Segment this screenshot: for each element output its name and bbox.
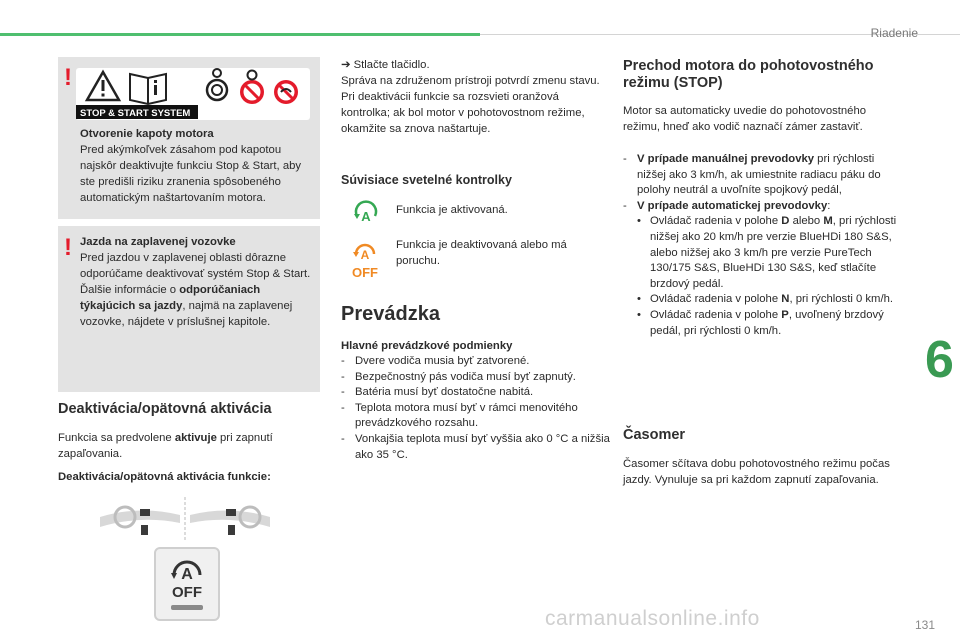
warning-flooded-more: Ďalšie informácie o odporúčaniach týkajúcich sa jazdy, najmä na zaplavenej vozovke, nájdete v príslušnej kapitole. (80, 284, 293, 328)
arrow-icon: ➔ (341, 59, 354, 71)
timer-text: Časomer sčítava dobu pohotovostného režimu počas jazdy. Vynuluje sa pri každom zapnutí zapaľovania. (623, 458, 890, 486)
list-item: - Batéria musí byť dostatočne nabitá. (341, 386, 534, 399)
off-label: OFF (172, 584, 202, 601)
warning-flooded-title: Jazda na zaplavenej vozovke (80, 236, 236, 248)
warning-exclamation-icon: ! (64, 64, 72, 91)
list-item: - Vonkajšia teplota musí byť vyššia ako 0 °C a nižšia ako 35 °C. (341, 432, 610, 461)
sticker-graphic-icon (76, 68, 310, 120)
warning-hood-title: Otvorenie kapoty motora (80, 128, 214, 140)
lamps-heading: Súvisiace svetelné kontrolky (341, 173, 512, 187)
operation-heading: Prevádzka (341, 303, 440, 325)
lamp-green-text: Funkcia je aktivovaná. (396, 204, 508, 216)
dashboard-icon (100, 497, 270, 542)
deactivation-subheading: Deaktivácia/opätovná aktivácia funkcie: (58, 471, 271, 483)
svg-text:A: A (181, 566, 193, 583)
lamp-orange-icon (347, 240, 383, 280)
warning-hood-text: Pred akýmkoľvek zásahom pod kapotou najskôr deaktivujte funkciu Stop & Start, aby ste predišli riziku zranenia spôsobeného automatickým naštartovaním motora. (80, 144, 302, 204)
list-item-manual: - V prípade manuálnej prevodovky pri rýchlosti nižšej ako 3 km/h, ak umiestnite radiacu páku do polohy neutrál a uvoľníte spojkový pedál, (623, 153, 881, 197)
stop-mode-intro: Motor sa automaticky uvedie do pohotovostného režimu, hneď ako vodič naznačí zámer zastaviť. (623, 105, 867, 133)
list-item: - Dvere vodiča musia byť zatvorené. (341, 355, 530, 367)
stop-mode-list (623, 152, 898, 339)
list-item-auto: - V prípade automatickej prevodovky: • Ovládač radenia v polohe D alebo M, pri rýchlosti nižšej ako 20 km/h pre verzie BlueHDi 180 S&S, alebo nižšej ako 3 km/h pre verzie PureTech 130/175 S&S, BlueHDi 130 S&S, keď stlačíte brzdový pedál. • Ovládač radenia v polohe N, pri rýchlosti 0 km/h. • Ovládač radenia v polohe P, uvoľnený brzdový pedál, pri rýchlosti 0 km/h. (623, 199, 898, 339)
lamp-off-label: OFF (352, 265, 378, 280)
warning-exclamation-icon: ! (64, 234, 72, 261)
conditions-list (341, 354, 611, 463)
page-number: 131 (915, 618, 936, 632)
sub-list-item: • Ovládač radenia v polohe N, pri rýchlosti 0 km/h. (637, 293, 894, 306)
header-accent-bar (0, 33, 480, 36)
svg-text:A: A (360, 248, 370, 262)
sub-list-item: • Ovládač radenia v polohe D alebo M, pri rýchlosti nižšej ako 20 km/h pre verzie BlueHDi 180 S&S, alebo nižšej ako 3 km/h pre verzie PureTech 130/175 S&S, BlueHDi 130 S&S, keď stlačíte brzdový pedál. (637, 215, 897, 290)
warning-flooded-text: Pred jazdou v zaplavenej oblasti dôrazne odporúčame deaktivovať systém Stop & Start. (80, 252, 311, 280)
sub-list-item: • Ovládač radenia v polohe P, uvoľnený brzdový pedál, pri rýchlosti 0 km/h. (637, 308, 884, 337)
sticker-label: STOP & START SYSTEM (80, 108, 191, 119)
lamp-green-icon (352, 200, 380, 228)
press-instruction: ➔ Stlačte tlačidlo. Správa na združenom prístroji potvrdí zmenu stavu. Pri deaktivácii funkcie sa rozsvieti oranžová kontrolka; ak bol motor v pohotovostnom režime, okamžite sa znova naštartuje. (341, 59, 600, 135)
svg-text:A: A (361, 209, 371, 224)
deactivation-heading: Deaktivácia/opätovná aktivácia (58, 401, 272, 417)
stop-start-off-button[interactable] (154, 547, 220, 621)
section-title: Riadenie (870, 26, 918, 40)
stop-mode-heading: Prechod motora do pohotovostného režimu (STOP) (623, 58, 874, 91)
dashboard-illustration (100, 497, 270, 542)
conditions-heading: Hlavné prevádzkové podmienky (341, 340, 513, 352)
timer-heading: Časomer (623, 427, 686, 443)
auto-off-icon (156, 549, 218, 619)
auto-sublist (637, 214, 898, 339)
lamp-orange-text: Funkcia je deaktivovaná alebo má poruchu. (396, 239, 567, 267)
list-item: - Teplota motora musí byť v rámci menovitého prevádzkového rozsahu. (341, 401, 578, 430)
list-item: - Bezpečnostný pás vodiča musí byť zapnutý. (341, 370, 576, 383)
warning-hood-content (80, 126, 312, 206)
warning-flooded-content (80, 234, 314, 330)
stop-start-sticker (76, 68, 310, 120)
watermark: carmanualsonline.info (545, 607, 760, 630)
deactivation-intro: Funkcia sa predvolene aktivuje pri zapnutí zapaľovania. (58, 432, 273, 460)
chapter-number: 6 (925, 331, 954, 389)
